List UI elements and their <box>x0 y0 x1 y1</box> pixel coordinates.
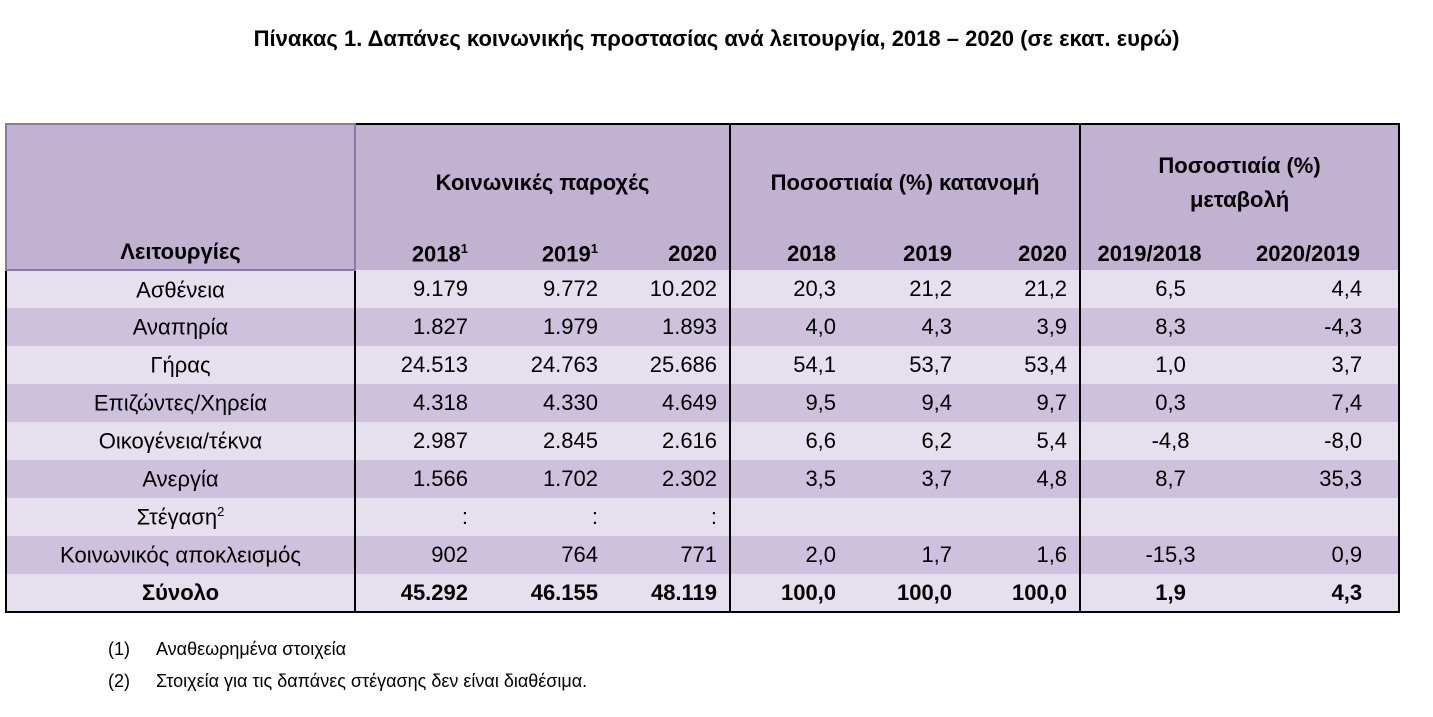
cell: 4.649 <box>610 384 730 422</box>
row-label: Ανεργία <box>6 460 355 498</box>
table-row <box>6 536 1399 574</box>
footnote-number: (2) <box>108 671 130 691</box>
cell: 5,4 <box>964 422 1080 460</box>
cell: 1,7 <box>848 536 964 574</box>
cell: 3,5 <box>730 460 848 498</box>
header-year: 2019 <box>848 241 964 270</box>
table-title: Πίνακας 1. Δαπάνες κοινωνικής προστασίας ανά λειτουργία, 2018 – 2020 (σε εκατ. ευρώ) <box>253 26 1180 51</box>
footnotes <box>108 633 587 697</box>
cell: 100,0 <box>730 574 848 612</box>
cell: 24.763 <box>480 346 610 384</box>
cell: -8,0 <box>1230 422 1399 460</box>
cell: 6,6 <box>730 422 848 460</box>
footnote <box>108 633 587 665</box>
cell: 2.987 <box>355 422 480 460</box>
cell: 6,5 <box>1080 270 1230 308</box>
table-row <box>6 460 1399 498</box>
footnote-number: (1) <box>108 639 130 659</box>
cell: 25.686 <box>610 346 730 384</box>
header-change <box>1080 124 1399 241</box>
cell: 764 <box>480 536 610 574</box>
row-label: Στέγαση$^2$ <box>6 498 355 536</box>
header-functions: Λειτουργίες <box>6 124 355 270</box>
cell: 2.845 <box>480 422 610 460</box>
cell: 1,6 <box>964 536 1080 574</box>
row-label: Κοινωνικός αποκλεισμός <box>6 536 355 574</box>
header-year: 2018$^1$ <box>355 241 480 270</box>
cell: 1.702 <box>480 460 610 498</box>
header-year: 2020 <box>610 241 730 270</box>
cell: 45.292 <box>355 574 480 612</box>
cell: 0,3 <box>1080 384 1230 422</box>
cell: 2.616 <box>610 422 730 460</box>
table-row <box>6 270 1399 308</box>
footnote-text: Στοιχεία για τις δαπάνες στέγασης δεν είναι διαθέσιμα. <box>156 671 588 691</box>
table-row <box>6 346 1399 384</box>
cell: 4.330 <box>480 384 610 422</box>
cell: 20,3 <box>730 270 848 308</box>
cell: 9.772 <box>480 270 610 308</box>
header-year: 2020 <box>964 241 1080 270</box>
cell: 54,1 <box>730 346 848 384</box>
cell: 3,7 <box>1230 346 1399 384</box>
cell: : <box>480 498 610 536</box>
cell: 21,2 <box>848 270 964 308</box>
header-change-line1: Ποσοστιαία (%) <box>1158 153 1321 178</box>
table-row <box>6 498 1399 536</box>
cell: 9,7 <box>964 384 1080 422</box>
header-change-line2: μεταβολή <box>1189 187 1290 212</box>
row-label: Επιζώντες/Χηρεία <box>6 384 355 422</box>
cell: 6,2 <box>848 422 964 460</box>
cell: 1,9 <box>1080 574 1230 612</box>
cell: 4,0 <box>730 308 848 346</box>
expenditure-table <box>5 123 1400 613</box>
cell: 24.513 <box>355 346 480 384</box>
cell: 53,4 <box>964 346 1080 384</box>
cell: 46.155 <box>480 574 610 612</box>
total-row <box>6 574 1399 612</box>
cell <box>1080 498 1230 536</box>
cell: 4,3 <box>1230 574 1399 612</box>
cell: : <box>610 498 730 536</box>
cell: 2.302 <box>610 460 730 498</box>
cell: 9,4 <box>848 384 964 422</box>
cell: 2,0 <box>730 536 848 574</box>
cell: 100,0 <box>848 574 964 612</box>
header-year: 2020/2019 <box>1230 241 1399 270</box>
cell: -4,3 <box>1230 308 1399 346</box>
cell: 3,7 <box>848 460 964 498</box>
cell: 35,3 <box>1230 460 1399 498</box>
cell: 8,3 <box>1080 308 1230 346</box>
footnote-text: Αναθεωρημένα στοιχεία <box>156 639 347 659</box>
row-label: Ασθένεια <box>6 270 355 308</box>
table-row <box>6 422 1399 460</box>
cell: 1.566 <box>355 460 480 498</box>
cell: 1.979 <box>480 308 610 346</box>
row-label: Γήρας <box>6 346 355 384</box>
table-row <box>6 308 1399 346</box>
cell: 9,5 <box>730 384 848 422</box>
cell: 0,9 <box>1230 536 1399 574</box>
row-label: Αναπηρία <box>6 308 355 346</box>
header-year: 2019/2018 <box>1080 241 1230 270</box>
cell: 771 <box>610 536 730 574</box>
header-year: 2019$^1$ <box>480 241 610 270</box>
cell: 21,2 <box>964 270 1080 308</box>
header-distribution: Ποσοστιαία (%) κατανομή <box>730 124 1080 241</box>
cell: 4,3 <box>848 308 964 346</box>
footnote <box>108 665 587 697</box>
header-year: 2018 <box>730 241 848 270</box>
cell <box>730 498 848 536</box>
table-row <box>6 384 1399 422</box>
cell: 10.202 <box>610 270 730 308</box>
cell: -15,3 <box>1080 536 1230 574</box>
total-label: Σύνολο <box>6 574 355 612</box>
cell: 4,8 <box>964 460 1080 498</box>
row-label: Οικογένεια/τέκνα <box>6 422 355 460</box>
cell: 7,4 <box>1230 384 1399 422</box>
cell: 9.179 <box>355 270 480 308</box>
header-benefits: Κοινωνικές παροχές <box>355 124 730 241</box>
cell <box>848 498 964 536</box>
cell: 53,7 <box>848 346 964 384</box>
cell: 4.318 <box>355 384 480 422</box>
cell: 1.893 <box>610 308 730 346</box>
cell: : <box>355 498 480 536</box>
cell: 1.827 <box>355 308 480 346</box>
cell: 48.119 <box>610 574 730 612</box>
cell: 4,4 <box>1230 270 1399 308</box>
cell: 8,7 <box>1080 460 1230 498</box>
cell: 902 <box>355 536 480 574</box>
cell: 3,9 <box>964 308 1080 346</box>
cell <box>964 498 1080 536</box>
cell <box>1230 498 1399 536</box>
cell: 100,0 <box>964 574 1080 612</box>
cell: 1,0 <box>1080 346 1230 384</box>
cell: -4,8 <box>1080 422 1230 460</box>
